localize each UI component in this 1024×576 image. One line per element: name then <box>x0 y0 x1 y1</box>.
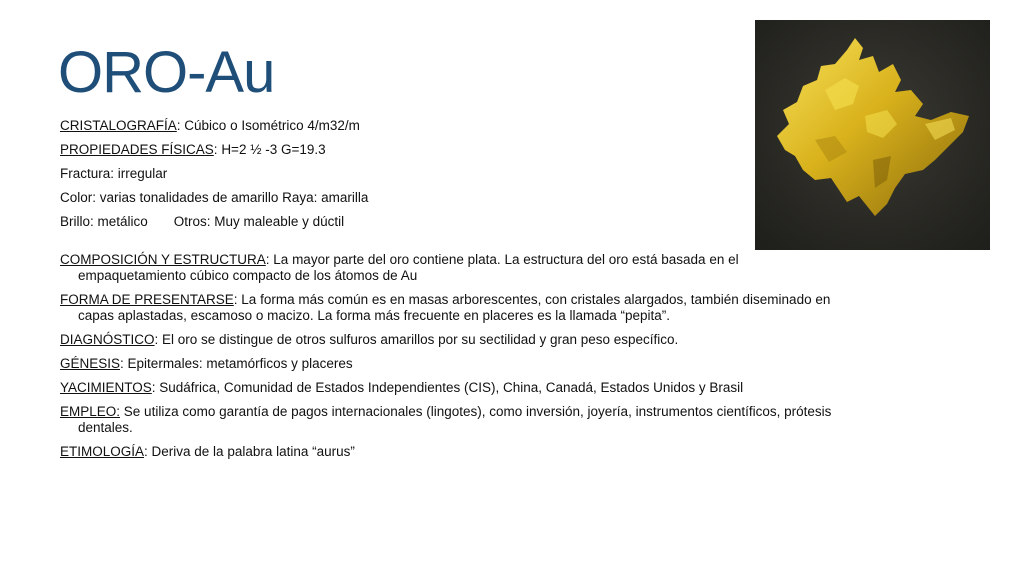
section-form: FORMA DE PRESENTARSE: La forma más común es en masas arborescentes, con cristales alargados, también diseminado en capas aplastadas, escamoso o macizo. La forma más frecuente en placeres es la llamada “pepita”. <box>60 292 831 323</box>
prop-key: CRISTALOGRAFÍA <box>60 118 177 133</box>
prop-value: Cúbico o Isométrico 4/m32/m <box>184 118 360 133</box>
slide-title: ORO-Au <box>58 40 275 105</box>
mineral-description <box>60 118 840 468</box>
section-deposits: YACIMIENTOS: Sudáfrica, Comunidad de Estados Independientes (CIS), China, Canadá, Estados Unidos y Brasil <box>60 380 744 395</box>
section-etymology: ETIMOLOGÍA: Deriva de la palabra latina “aurus” <box>60 444 355 459</box>
section-composition: COMPOSICIÓN Y ESTRUCTURA: La mayor parte del oro contiene plata. La estructura del oro está basada en el empaquetamiento cúbico compacto de los átomos de Au <box>60 252 739 283</box>
section-key: ETIMOLOGÍA <box>60 444 145 459</box>
section-text: Se utiliza como garantía de pagos internacionales (lingotes), como inversión, joyería, instrumentos científicos, prótesis dentales. <box>78 404 832 435</box>
section-key: FORMA DE PRESENTARSE <box>60 292 234 307</box>
prop-key: PROPIEDADES FÍSICAS <box>60 142 214 157</box>
section-use <box>60 404 840 436</box>
prop-color: Color: varias tonalidades de amarillo Raya: amarilla <box>60 190 369 205</box>
prop-physical: PROPIEDADES FÍSICAS: H=2 ½ -3 G=19.3 <box>60 142 326 157</box>
section-text: Sudáfrica, Comunidad de Estados Independientes (CIS), China, Canadá, Estados Unidos y Brasil <box>159 380 744 395</box>
section-key: COMPOSICIÓN Y ESTRUCTURA <box>60 252 266 267</box>
section-key: EMPLEO: <box>60 404 121 419</box>
section-diagnosis: DIAGNÓSTICO: El oro se distingue de otros sulfuros amarillos por su sectilidad y gran peso específico. <box>60 332 679 347</box>
section-key: GÉNESIS <box>60 356 121 371</box>
section-text: La mayor parte del oro contiene plata. La estructura del oro está basada en el empaquetamiento cúbico compacto de los átomos de Au <box>78 252 739 283</box>
section-text: La forma más común es en masas arborescentes, con cristales alargados, también diseminado en capas aplastadas, escamoso o macizo. La forma más frecuente en placeres es la llamada “pepita”. <box>78 292 831 323</box>
prop-fracture: Fractura: irregular <box>60 166 168 181</box>
prop-luster: Brillo: metálico Otros: Muy maleable y dúctil <box>60 214 345 229</box>
prop-crystallography: CRISTALOGRAFÍA: Cúbico o Isométrico 4/m32/m <box>60 118 360 133</box>
section-key: DIAGNÓSTICO <box>60 332 155 347</box>
section-text: Epitermales: metamórficos y placeres <box>127 356 353 371</box>
prop-value: H=2 ½ -3 G=19.3 <box>221 142 326 157</box>
section-key: YACIMIENTOS <box>60 380 152 395</box>
section-genesis: GÉNESIS: Epitermales: metamórficos y placeres <box>60 356 353 371</box>
section-text: El oro se distingue de otros sulfuros amarillos por su sectilidad y gran peso específico. <box>162 332 679 347</box>
section-text: Deriva de la palabra latina “aurus” <box>151 444 355 459</box>
